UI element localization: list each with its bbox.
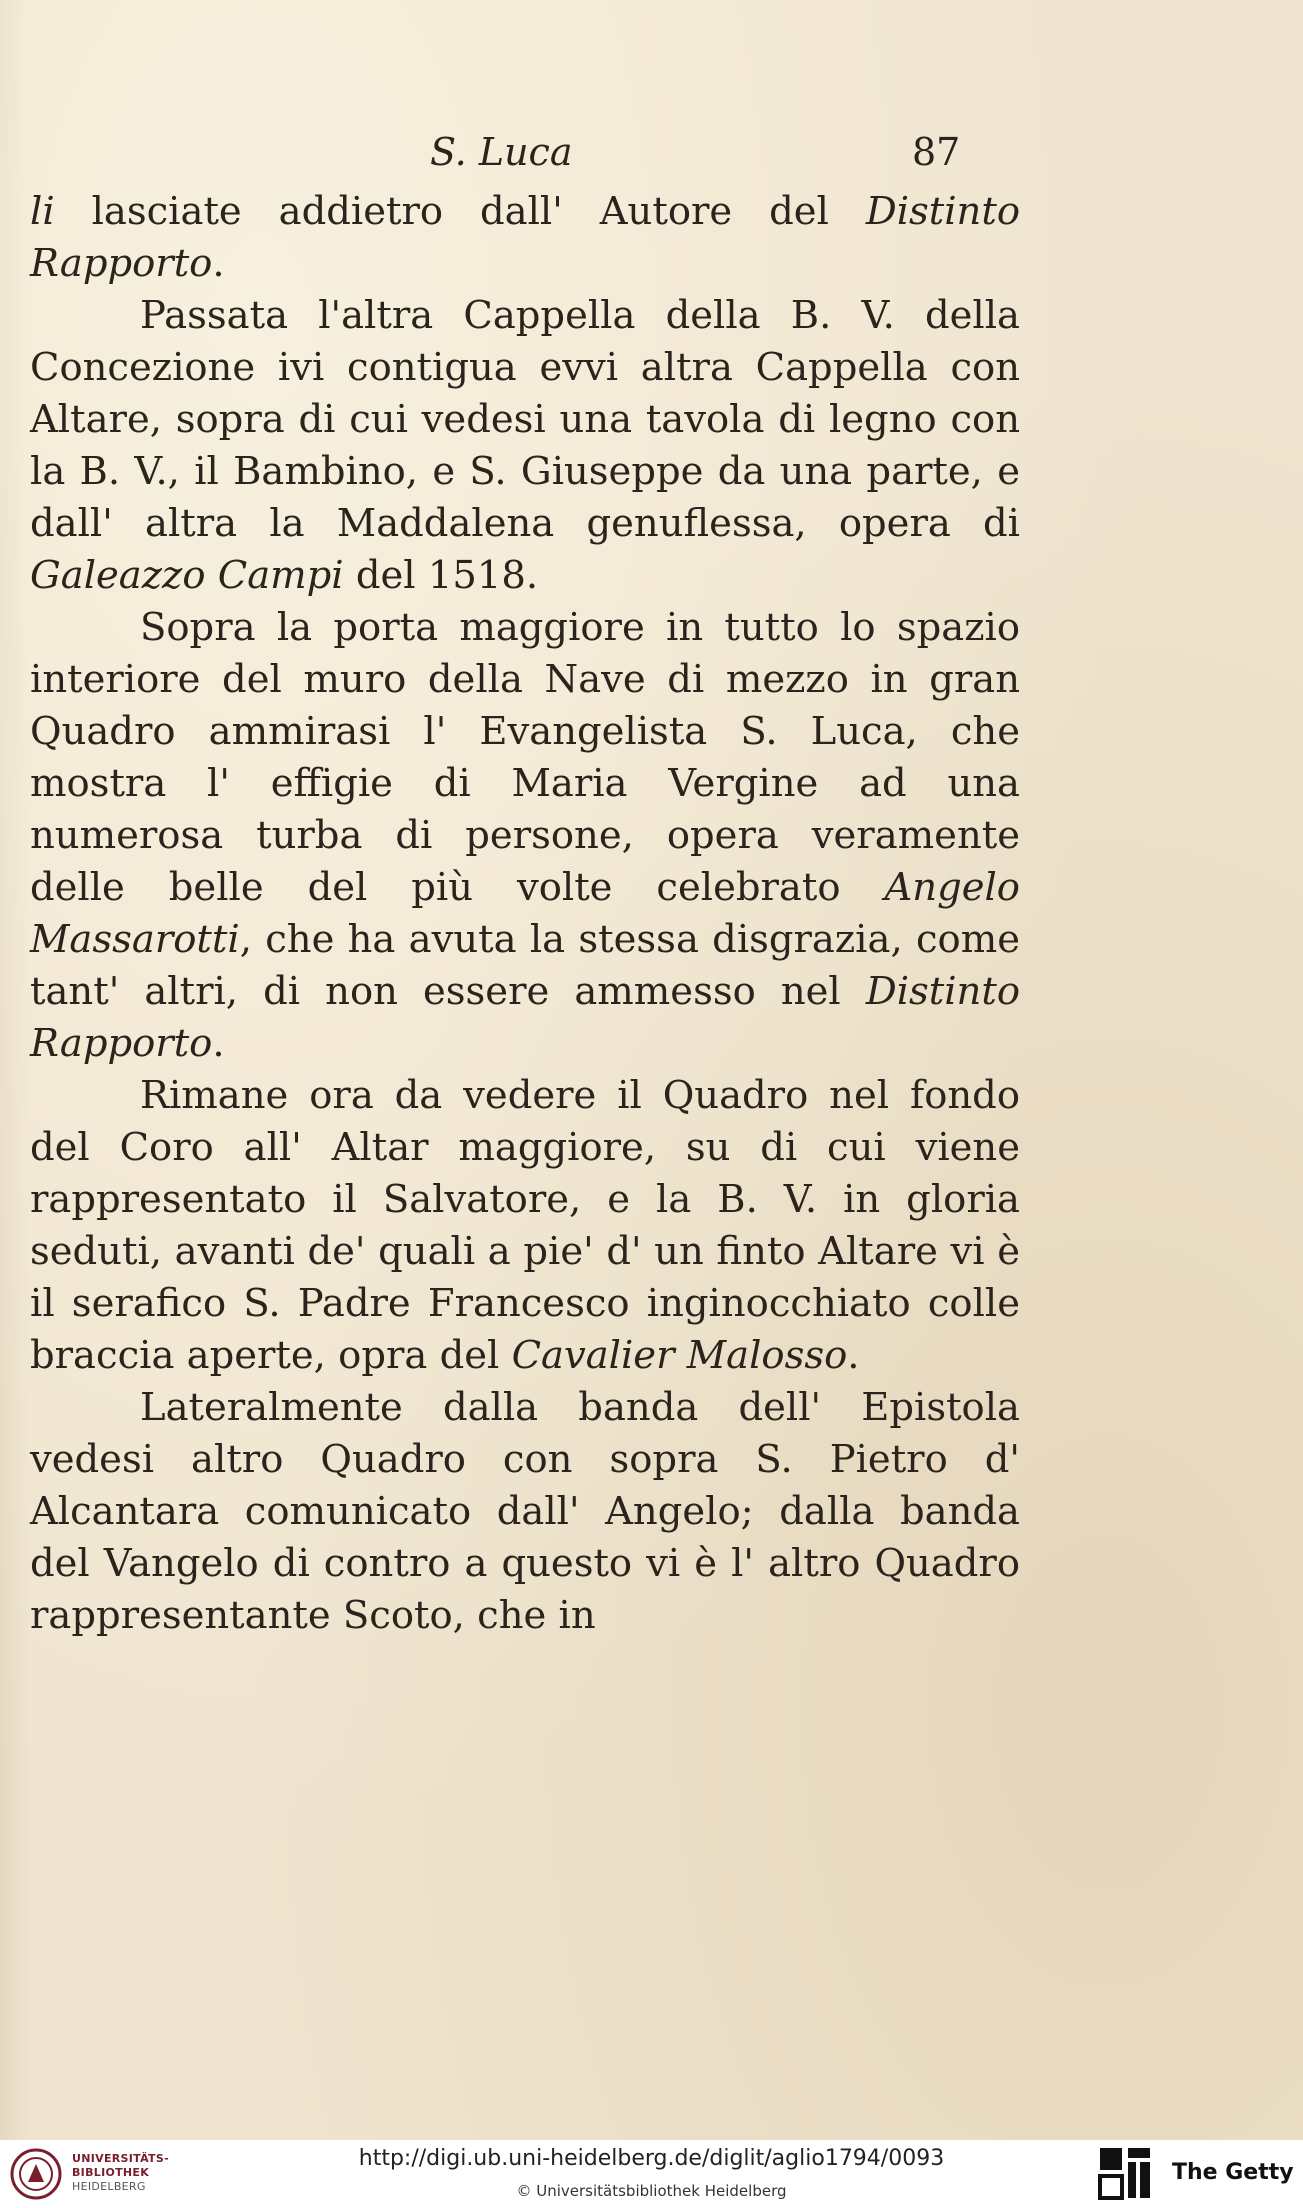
- italic-text: Galeazzo Campi: [30, 553, 344, 598]
- italic-text: Distinto Rapporto: [30, 969, 1020, 1066]
- paragraph: [30, 602, 1020, 1070]
- text-run: .: [212, 1021, 225, 1066]
- body-text: [30, 186, 1020, 1642]
- paragraph: [30, 186, 1020, 290]
- italic-text: Cavalier Malosso: [511, 1333, 848, 1378]
- page-number: 87: [912, 130, 961, 174]
- text-run: Sopra la porta maggiore in tutto lo spazio interiore del muro della Nave di mezzo in gran Quadro ammirasi l' Evangelista S. Luca, che mostra l' effigie di Maria Vergine ad una numerosa turba di persone, opera veramente delle belle del più volte celebrato: [30, 605, 1020, 910]
- library-name-line: HEIDELBERG: [72, 2180, 146, 2193]
- italic-text: Distinto Rapporto: [30, 189, 1020, 286]
- partner-name: The Getty: [1172, 2160, 1294, 2185]
- text-run: .: [212, 241, 225, 286]
- library-name-line: BIBLIOTHEK: [72, 2166, 150, 2179]
- paragraph: [30, 1070, 1020, 1382]
- library-name-line: UNIVERSITÄTS-: [72, 2152, 169, 2165]
- paragraph: [30, 290, 1020, 602]
- running-head: [30, 120, 1020, 180]
- paragraph: [30, 1382, 1020, 1642]
- italic-text: li: [30, 189, 55, 234]
- text-run: .: [847, 1333, 860, 1378]
- italic-text: Angelo Massarotti: [30, 865, 1020, 962]
- page-content: [30, 120, 1020, 1642]
- text-run: Rimane ora da vedere il Quadro nel fondo del Coro all' Altar maggiore, su di cui viene rappresentato il Salvatore, e la B. V. in gloria seduti, avanti de' quali a pie' d' un finto Altare vi è il serafico S. Padre Francesco inginocchiato colle braccia aperte, opra del: [30, 1073, 1020, 1378]
- text-run: del 1518.: [343, 553, 539, 598]
- copyright-notice: © Universitätsbibliothek Heidelberg: [516, 2182, 787, 2200]
- text-run: lasciate addietro dall' Autore del: [54, 189, 866, 234]
- permalink-url[interactable]: http://digi.ub.uni-heidelberg.de/diglit/aglio1794/0093: [358, 2146, 945, 2171]
- text-run: Lateralmente dalla banda dell' Epistola vedesi altro Quadro con sopra S. Pietro d' Alcantara comunicato dall' Angelo; dalla banda del Vangelo di contro a questo vi è l' altro Quadro rappresentante Scoto, che in: [30, 1385, 1020, 1638]
- running-head-title: S. Luca: [430, 130, 573, 174]
- viewer-footer: [0, 2140, 1303, 2208]
- getty-logo-icon: [1098, 2146, 1152, 2200]
- text-run: , che ha avuta la stessa disgrazia, come tant' altri, di non essere ammesso nel: [30, 917, 1020, 1014]
- text-run: Passata l'altra Cappella della B. V. della Concezione ivi contigua evvi altra Cappella con Altare, sopra di cui vedesi una tavola di legno con la B. V., il Bambino, e S. Giuseppe da una parte, e dall' altra la Maddalena genuflessa, opera di: [30, 293, 1020, 546]
